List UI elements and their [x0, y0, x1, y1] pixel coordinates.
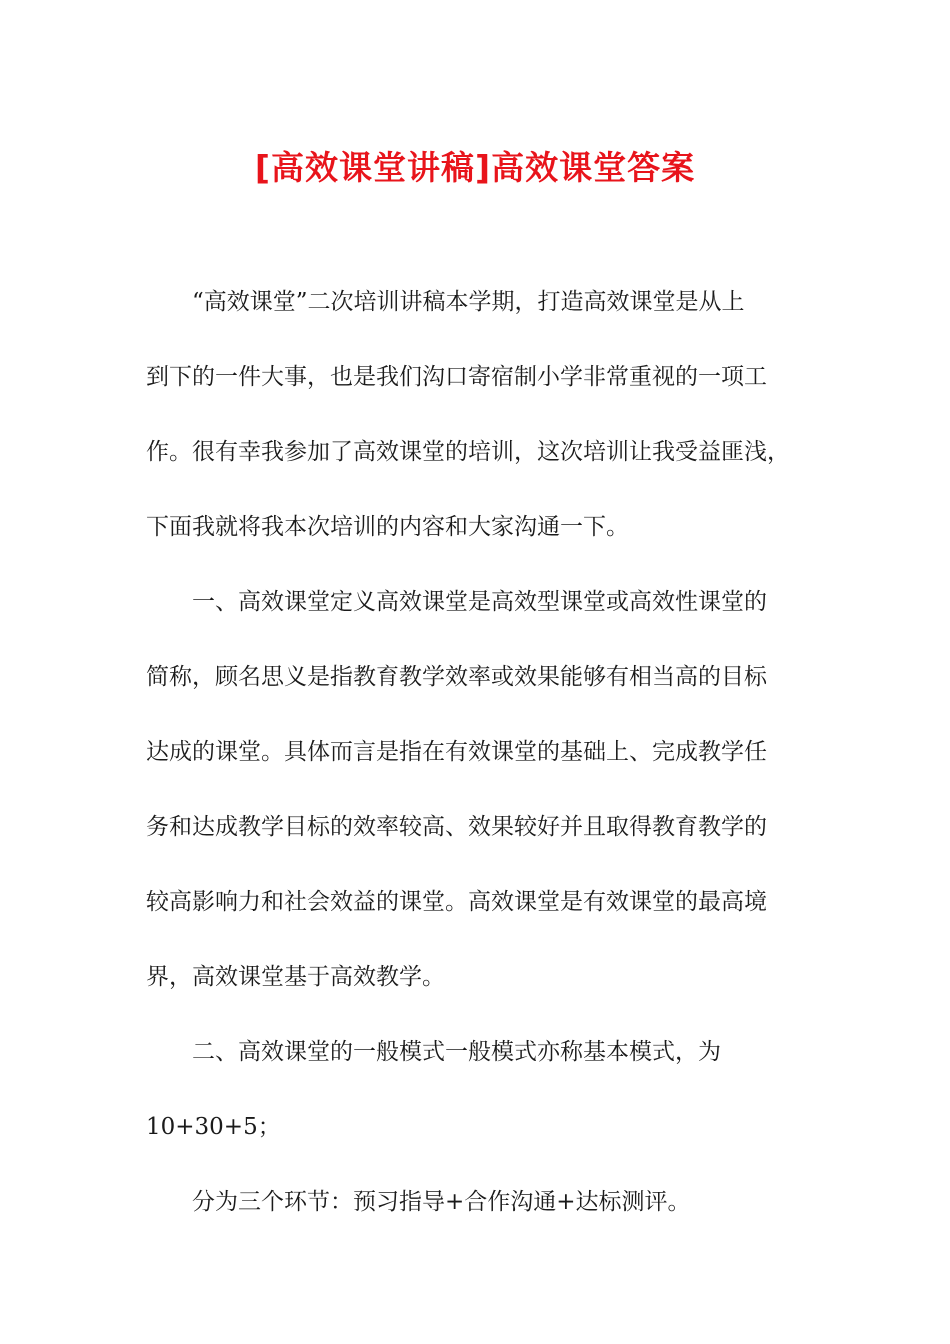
- paragraph-line: 下面我就将我本次培训的内容和大家沟通一下。: [146, 514, 629, 540]
- paragraph-line: 作。很有幸我参加了高效课堂的培训，这次培训让我受益匪浅，: [146, 439, 790, 465]
- paragraph-line: “高效课堂”二次培训讲稿本学期，打造高效课堂是从上: [192, 289, 745, 315]
- paragraph-line: 界，高效课堂基于高效教学。: [146, 964, 445, 990]
- paragraph-line: 务和达成教学目标的效率较高、效果较好并且取得教育教学的: [146, 814, 767, 840]
- paragraph-line: 简称，顾名思义是指教育教学效率或效果能够有相当高的目标: [146, 664, 767, 690]
- paragraph-line: 到下的一件大事，也是我们沟口寄宿制小学非常重视的一项工: [146, 364, 767, 390]
- document-title: [高效课堂讲稿]高效课堂答案: [254, 148, 696, 187]
- paragraph-line: 分为三个环节：预习指导+合作沟通+达标测评。: [192, 1189, 691, 1215]
- paragraph-line: 二、高效课堂的一般模式一般模式亦称基本模式，为: [192, 1039, 721, 1065]
- paragraph-line: 10+30+5；: [146, 1114, 281, 1140]
- paragraph-line: 一、高效课堂定义高效课堂是高效型课堂或高效性课堂的: [192, 589, 767, 615]
- paragraph-line: 较高影响力和社会效益的课堂。高效课堂是有效课堂的最高境: [146, 889, 767, 915]
- paragraph-line: 达成的课堂。具体而言是指在有效课堂的基础上、完成教学任: [146, 739, 767, 765]
